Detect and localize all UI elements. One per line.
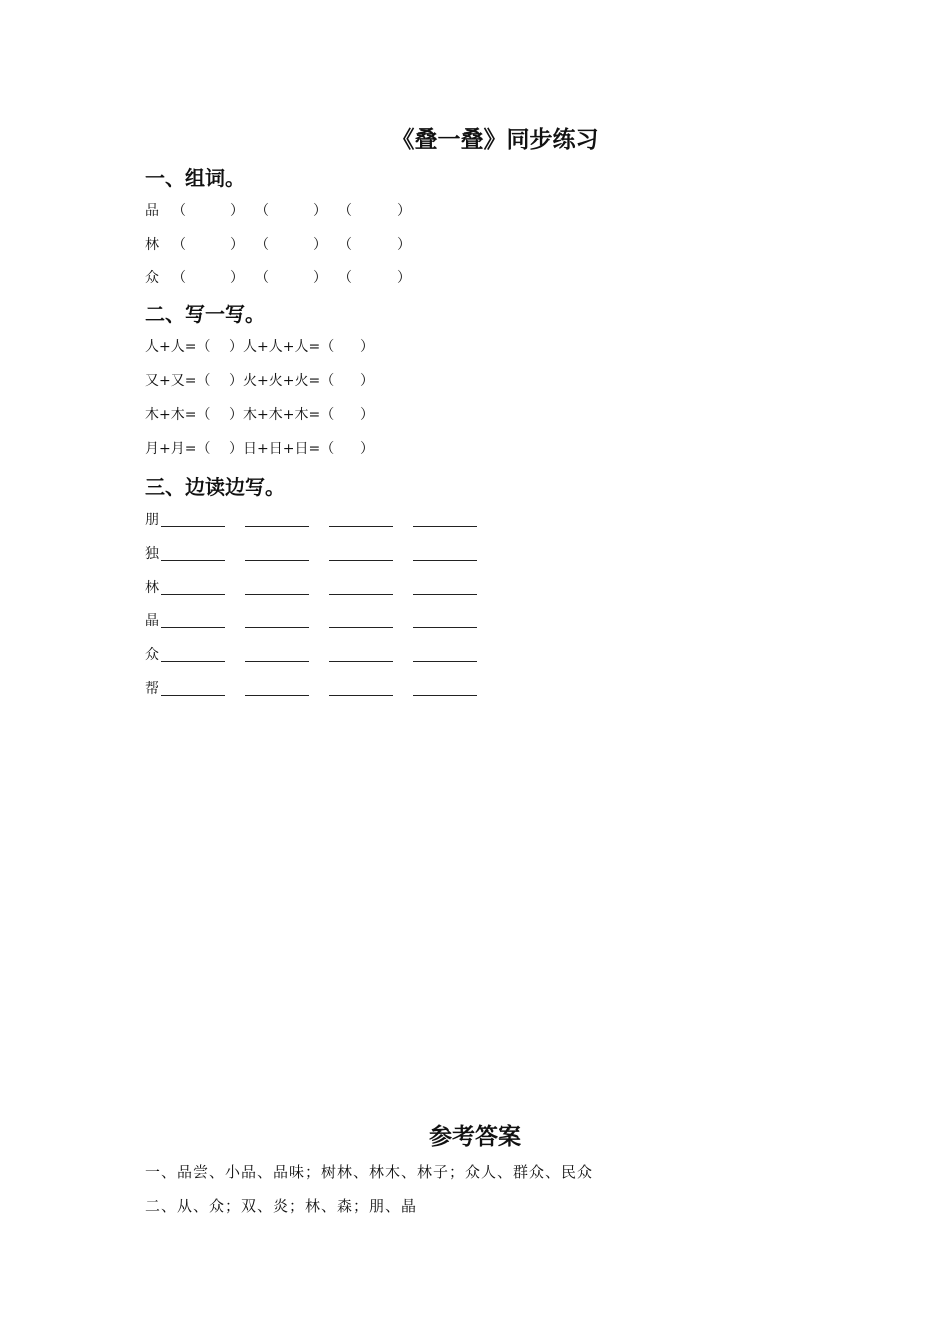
char-sum-end: ） [360, 441, 374, 457]
write-blank-line[interactable] [329, 613, 393, 628]
write-blank-line[interactable] [161, 546, 225, 561]
answer-line-2: 二、从、众；双、炎；林、森；朋、晶 [145, 1197, 418, 1215]
char-sum-left: 木+木=（ [145, 407, 211, 423]
write-blank-line[interactable] [245, 681, 309, 696]
write-row-char: 林 [145, 579, 159, 596]
write-blank-line[interactable] [245, 546, 309, 561]
write-row-char: 众 [145, 647, 159, 664]
write-blank-line[interactable] [413, 512, 477, 527]
char-sum-left: 月+月=（ [145, 441, 211, 457]
write-row-char: 帮 [145, 681, 159, 697]
write-blank-line[interactable] [245, 613, 309, 628]
answer-blank-open[interactable]: （ [172, 270, 186, 286]
write-blank-line[interactable] [245, 580, 309, 595]
answer-blank-open[interactable]: （ [255, 270, 269, 286]
answer-blank-close: ） [397, 270, 411, 286]
write-blank-line[interactable] [329, 647, 393, 662]
write-blank-line[interactable] [161, 512, 225, 527]
write-row-char: 朋 [145, 512, 159, 528]
char-sum-end: ） [360, 407, 374, 423]
char-sum-mid: ）火+火+火=（ [229, 373, 335, 389]
answer-title: 参考答案 [429, 1124, 521, 1150]
char-sum-mid: ）日+日+日=（ [229, 441, 335, 457]
answer-blank-close: ） [313, 203, 327, 219]
answer-blank-open[interactable]: （ [338, 237, 352, 253]
write-blank-line[interactable] [329, 681, 393, 696]
answer-blank-close: ） [313, 270, 327, 286]
write-blank-line[interactable] [329, 512, 393, 527]
write-blank-line[interactable] [413, 580, 477, 595]
section-1-heading: 一、组词。 [145, 166, 245, 190]
write-blank-line[interactable] [245, 647, 309, 662]
answer-blank-open[interactable]: （ [172, 237, 186, 253]
char-sum-end: ） [360, 373, 374, 389]
write-blank-line[interactable] [413, 681, 477, 696]
char-sum-left: 人+人=（ [145, 339, 211, 355]
write-blank-line[interactable] [161, 647, 225, 662]
write-blank-line[interactable] [161, 681, 225, 696]
write-blank-line[interactable] [413, 647, 477, 662]
char-sum-mid: ）木+木+木=（ [229, 407, 335, 423]
answer-blank-close: ） [230, 237, 244, 253]
write-blank-line[interactable] [329, 580, 393, 595]
write-blank-line[interactable] [413, 546, 477, 561]
write-blank-line[interactable] [329, 546, 393, 561]
answer-blank-close: ） [397, 203, 411, 219]
answer-line-1: 一、品尝、小品、品味；树林、林木、林子；众人、群众、民众 [145, 1163, 594, 1181]
char-sum-mid: ）人+人+人=（ [229, 339, 335, 355]
char-sum-left: 又+又=（ [145, 373, 211, 389]
word-group-char: 众 [145, 270, 159, 286]
write-blank-line[interactable] [161, 580, 225, 595]
answer-blank-close: ） [397, 237, 411, 253]
write-row-char: 独 [145, 545, 159, 562]
answer-blank-open[interactable]: （ [338, 270, 352, 286]
write-blank-line[interactable] [413, 613, 477, 628]
answer-blank-close: ） [313, 237, 327, 253]
answer-blank-open[interactable]: （ [172, 203, 186, 219]
section-3-heading: 三、边读边写。 [145, 475, 285, 499]
answer-blank-open[interactable]: （ [255, 237, 269, 253]
write-row-char: 晶 [145, 613, 159, 630]
write-blank-line[interactable] [245, 512, 309, 527]
char-sum-end: ） [360, 339, 374, 355]
write-blank-line[interactable] [161, 613, 225, 628]
answer-blank-close: ） [230, 270, 244, 286]
section-2-heading: 二、写一写。 [145, 302, 265, 326]
page-title: 《叠一叠》同步练习 [391, 127, 599, 153]
answer-blank-close: ） [230, 203, 244, 219]
answer-blank-open[interactable]: （ [255, 203, 269, 219]
word-group-char: 品 [145, 203, 159, 219]
word-group-char: 林 [145, 237, 159, 253]
answer-blank-open[interactable]: （ [338, 203, 352, 219]
